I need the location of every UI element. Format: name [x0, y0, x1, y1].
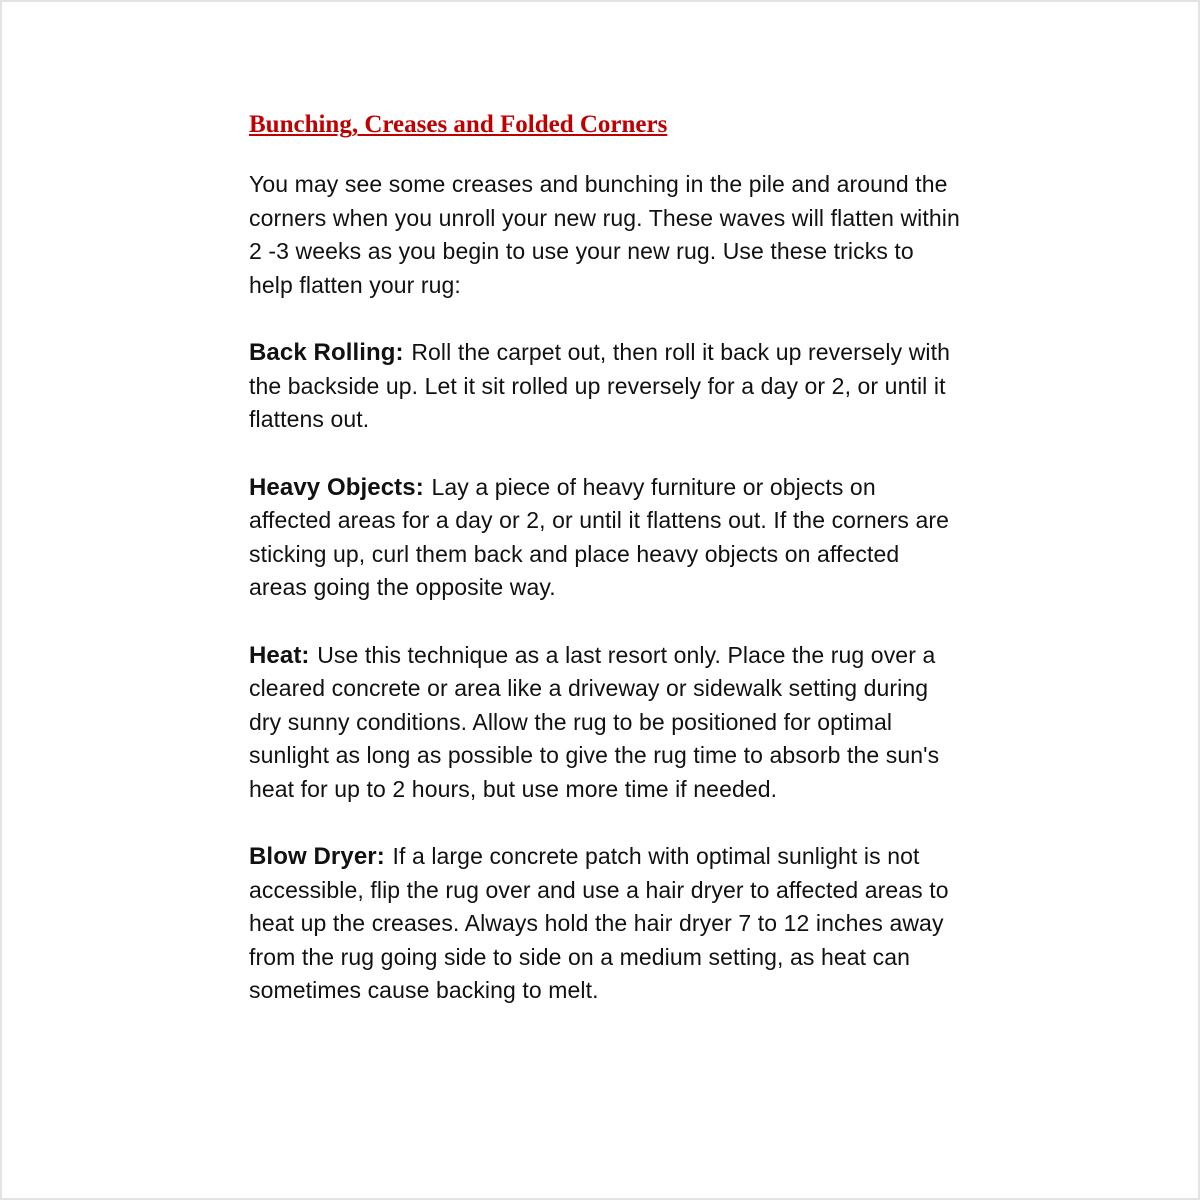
section-text-heat: Use this technique as a last resort only. Place the rug over a cleared concrete or area like a driveway or sidewalk setting during dry sunny conditions. Allow the rug to be positioned for optimal sunlight as long as possible to give the rug time to absorb the sun's heat for up to 2 hours, but use more time if needed. — [249, 641, 940, 802]
section-heavy-objects — [249, 471, 961, 605]
document-body — [249, 110, 961, 1042]
section-text-blow-dryer: If a large concrete patch with optimal sunlight is not accessible, flip the rug over and use a hair dryer to affected areas to heat up the creases. Always hold the hair dryer 7 to 12 inches away from the rug going side to side on a medium setting, as heat can sometimes cause backing to melt. — [249, 843, 949, 1003]
section-text-heavy-objects: Lay a piece of heavy furniture or objects on affected areas for a day or 2, or until it flattens out. If the corners are sticking up, curl them back and place heavy objects on affected areas going the opposite way. — [249, 473, 950, 600]
document-heading: Bunching, Creases and Folded Corners — [249, 111, 668, 138]
section-label-heat: Heat: — [249, 641, 310, 669]
section-label-heavy-objects: Heavy Objects: — [249, 473, 424, 501]
intro-paragraph: You may see some creases and bunching in the pile and around the corners when you unroll your new rug. These waves will flatten within 2 -3 weeks as you begin to use your new rug. Use these tricks to help flatten your rug: — [249, 171, 960, 298]
section-blow-dryer — [249, 840, 961, 1008]
section-text-back-rolling: Roll the carpet out, then roll it back up reversely with the backside up. Let it sit rolled up reversely for a day or 2, or until it flattens out. — [249, 339, 951, 432]
section-heat — [249, 639, 961, 807]
section-label-back-rolling: Back Rolling: — [249, 339, 404, 366]
section-back-rolling — [249, 336, 961, 437]
section-label-blow-dryer: Blow Dryer: — [249, 843, 385, 870]
